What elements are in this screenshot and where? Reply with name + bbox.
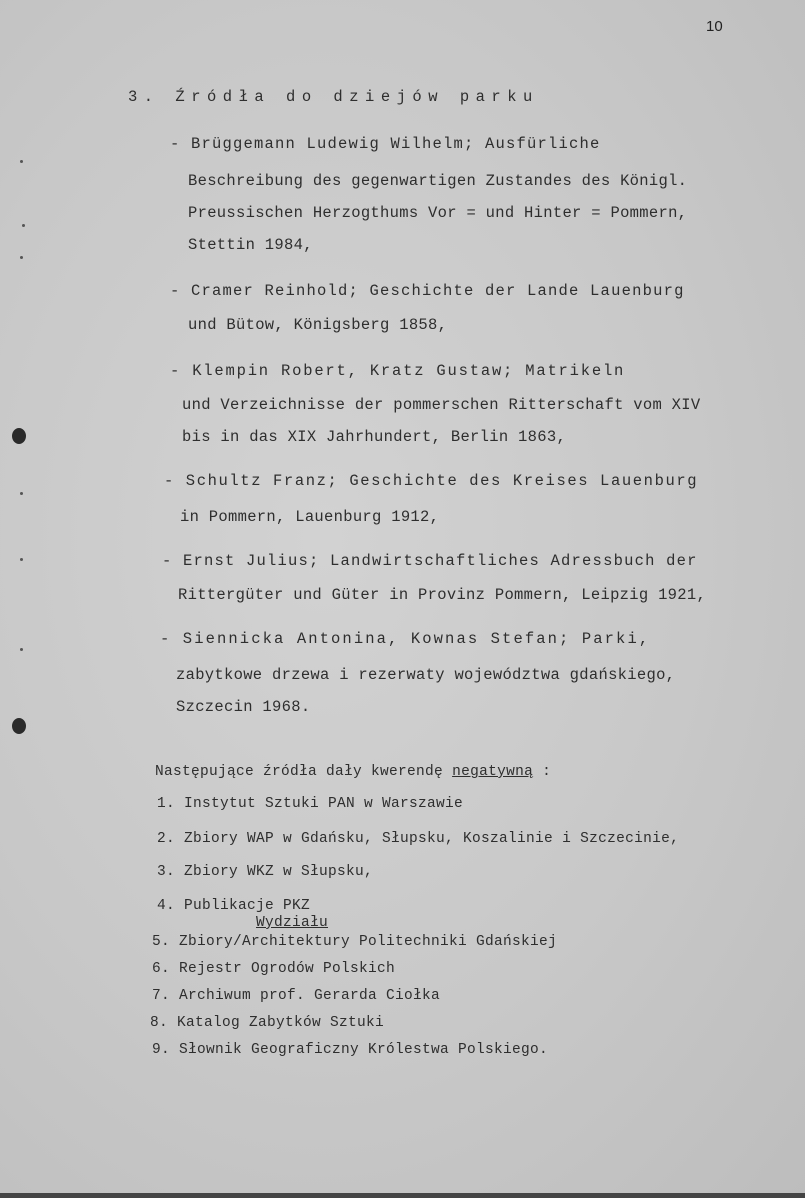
scan-speck [20, 160, 23, 163]
punch-hole-mark [12, 718, 26, 734]
source-line: Preussischen Herzogthums Vor = und Hinter = Pommern, [188, 204, 688, 222]
negative-results-intro [155, 764, 551, 780]
scan-speck [20, 492, 23, 495]
scan-speck [20, 648, 23, 651]
list-item: 4. Publikacje PKZ [157, 898, 311, 914]
punch-hole-mark [12, 428, 26, 444]
handwritten-insert: Wydziału [256, 915, 329, 931]
source-line: Stettin 1984, [188, 236, 313, 254]
scan-speck [20, 558, 23, 561]
list-item: 9. Słownik Geograficzny Królestwa Polskiego. [152, 1042, 549, 1058]
source-line: - Siennicka Antonina, Kownas Stefan; Parki, [160, 630, 651, 648]
source-line: Beschreibung des gegenwartigen Zustandes des Königl. [188, 172, 688, 190]
negative-word: negatywną [452, 764, 534, 780]
source-line: und Bütow, Königsberg 1858, [188, 316, 448, 334]
intro-text: Następujące źródła dały kwerendę [155, 764, 444, 780]
source-line: - Schultz Franz; Geschichte des Kreises Lauenburg [164, 472, 699, 490]
scan-speck [20, 256, 23, 259]
source-line: in Pommern, Lauenburg 1912, [180, 508, 440, 526]
list-item: 1. Instytut Sztuki PAN w Warszawie [157, 796, 464, 812]
source-line: Szczecin 1968. [176, 698, 311, 716]
source-line: zabytkowe drzewa i rezerwaty województwa gdańskiego, [176, 666, 676, 684]
list-item: 8. Katalog Zabytków Sztuki [150, 1015, 385, 1031]
source-line: - Klempin Robert, Kratz Gustaw; Matrikeln [170, 362, 626, 380]
source-line: - Brüggemann Ludewig Wilhelm; Ausfürliche [170, 135, 601, 153]
intro-colon: : [542, 764, 552, 780]
list-item: 6. Rejestr Ogrodów Polskich [152, 961, 396, 977]
page-number: 10 [706, 18, 723, 35]
scan-edge [0, 1193, 805, 1198]
source-line: - Ernst Julius; Landwirtschaftliches Adressbuch der [162, 552, 698, 570]
source-line: bis in das XIX Jahrhundert, Berlin 1863, [182, 428, 567, 446]
source-line: - Cramer Reinhold; Geschichte der Lande Lauenburg [170, 282, 685, 300]
source-line: Rittergüter und Güter in Provinz Pommern, Leipzig 1921, [178, 586, 707, 604]
list-item: 2. Zbiory WAP w Gdańsku, Słupsku, Koszalinie i Szczecinie, [157, 831, 680, 847]
list-item: 7. Archiwum prof. Gerarda Ciołka [152, 988, 441, 1004]
list-item: 3. Zbiory WKZ w Słupsku, [157, 864, 374, 880]
section-heading: 3. Źródła do dziejów parku [128, 88, 539, 106]
scan-speck [22, 224, 25, 227]
list-item: 5. Zbiory/Architektury Politechniki Gdańskiej [152, 934, 558, 950]
source-line: und Verzeichnisse der pommerschen Ritterschaft vom XIV [182, 396, 701, 414]
